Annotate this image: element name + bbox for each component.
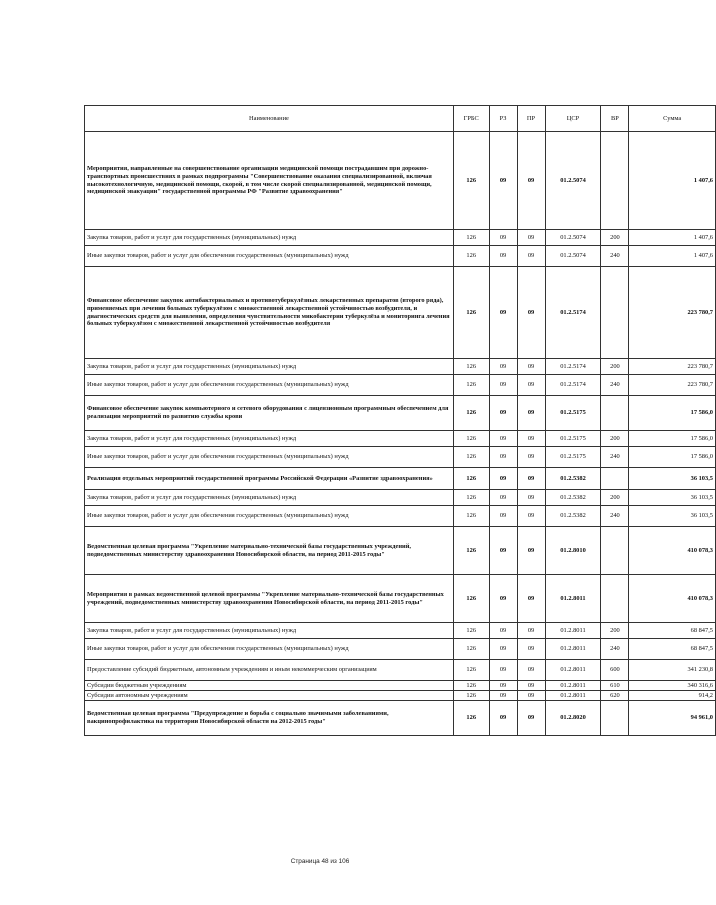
- cell-grbs: 126: [453, 267, 489, 359]
- cell-grbs: 126: [453, 639, 489, 660]
- table-row: [85, 691, 716, 701]
- cell-grbs: 126: [453, 527, 489, 575]
- cell-rz: 09: [489, 490, 517, 506]
- cell-vr: 240: [601, 639, 629, 660]
- cell-grbs: 126: [453, 623, 489, 639]
- cell-csr: 01.2.8011: [545, 660, 601, 681]
- cell-rz: 09: [489, 447, 517, 468]
- cell-grbs: 126: [453, 490, 489, 506]
- cell-vr: 240: [601, 447, 629, 468]
- cell-csr: 01.2.8010: [545, 527, 601, 575]
- cell-grbs: 126: [453, 660, 489, 681]
- cell-sum: 1 407,6: [629, 132, 716, 230]
- header-sum: Сумма: [629, 106, 716, 132]
- cell-name: Мероприятия, направленные на совершенствование организации медицинской помощи пострадавшим при дорожно-транспортных происшествиях в рамках подпрограммы "Совершенствование оказания специализированной, включая высокотехнологичную, медицинской помощи, скорой, в том числе скорой специализированной, медицинской помощи, медицинской эвакуации" государственной программы РФ "Развитие здравоохранения": [85, 132, 454, 230]
- cell-name: Иные закупки товаров, работ и услуг для обеспечения государственных (муниципальных) нужд: [85, 639, 454, 660]
- cell-sum: 17 586,0: [629, 447, 716, 468]
- cell-rz: 09: [489, 230, 517, 246]
- table-row: [85, 506, 716, 527]
- table-row: [85, 623, 716, 639]
- cell-grbs: 126: [453, 396, 489, 431]
- cell-sum: 341 230,8: [629, 660, 716, 681]
- cell-rz: 09: [489, 660, 517, 681]
- cell-rz: 09: [489, 132, 517, 230]
- table-row: [85, 132, 716, 230]
- cell-sum: 36 103,5: [629, 506, 716, 527]
- table-row: [85, 447, 716, 468]
- table-row: [85, 359, 716, 375]
- table-row: [85, 375, 716, 396]
- header-vr: ВР: [601, 106, 629, 132]
- cell-csr: 01.2.5074: [545, 132, 601, 230]
- cell-name: Реализация отдельных мероприятий государственной программы Российской Федерации «Развитие здравоохранения»: [85, 468, 454, 490]
- cell-vr: 200: [601, 359, 629, 375]
- cell-grbs: 126: [453, 359, 489, 375]
- cell-vr: 240: [601, 375, 629, 396]
- cell-csr: 01.2.5174: [545, 267, 601, 359]
- table-row: [85, 431, 716, 447]
- cell-pr: 09: [517, 623, 545, 639]
- cell-sum: 17 586,0: [629, 431, 716, 447]
- cell-csr: 01.2.8011: [545, 575, 601, 623]
- cell-rz: 09: [489, 267, 517, 359]
- cell-vr: [601, 468, 629, 490]
- cell-vr: 200: [601, 623, 629, 639]
- cell-rz: 09: [489, 623, 517, 639]
- cell-sum: 1 407,6: [629, 246, 716, 267]
- cell-csr: 01.2.8011: [545, 681, 601, 691]
- cell-vr: 620: [601, 691, 629, 701]
- cell-sum: 68 847,5: [629, 639, 716, 660]
- cell-name: Иные закупки товаров, работ и услуг для обеспечения государственных (муниципальных) нужд: [85, 506, 454, 527]
- cell-pr: 09: [517, 267, 545, 359]
- cell-pr: 09: [517, 681, 545, 691]
- cell-sum: 340 316,6: [629, 681, 716, 691]
- table-row: [85, 701, 716, 736]
- table-body: [85, 132, 716, 736]
- header-rz: РЗ: [489, 106, 517, 132]
- cell-csr: 01.2.5074: [545, 230, 601, 246]
- header-grbs: ГРБС: [453, 106, 489, 132]
- cell-sum: 410 078,3: [629, 575, 716, 623]
- cell-vr: 240: [601, 506, 629, 527]
- cell-sum: 223 780,7: [629, 267, 716, 359]
- cell-vr: [601, 701, 629, 736]
- cell-grbs: 126: [453, 691, 489, 701]
- cell-sum: 223 780,7: [629, 359, 716, 375]
- cell-rz: 09: [489, 691, 517, 701]
- cell-sum: 36 103,5: [629, 468, 716, 490]
- cell-name: Субсидии автономным учреждениям: [85, 691, 454, 701]
- cell-vr: 200: [601, 490, 629, 506]
- cell-name: Финансовое обеспечение закупок компьютерного и сетевого оборудования с лицензионным программным обеспечением для реализации мероприятий по развитию службы крови: [85, 396, 454, 431]
- cell-grbs: 126: [453, 230, 489, 246]
- cell-name: Ведомственная целевая программа "Предупреждение и борьба с социально значимыми заболеваниями, вакцинопрофилактика на территории Новосибирской области на 2012-2015 годы": [85, 701, 454, 736]
- cell-vr: 240: [601, 246, 629, 267]
- cell-pr: 09: [517, 527, 545, 575]
- cell-grbs: 126: [453, 701, 489, 736]
- cell-sum: 223 780,7: [629, 375, 716, 396]
- cell-sum: 410 078,3: [629, 527, 716, 575]
- cell-vr: [601, 396, 629, 431]
- cell-grbs: 126: [453, 431, 489, 447]
- cell-name: Ведомственная целевая программа "Укрепление материально-технической базы государственных учреждений, подведомственных министерству здравоохранения Новосибирской области, на период 2011-2015 годы": [85, 527, 454, 575]
- table-row: [85, 490, 716, 506]
- cell-grbs: 126: [453, 246, 489, 267]
- cell-rz: 09: [489, 246, 517, 267]
- cell-vr: 200: [601, 431, 629, 447]
- table-row: [85, 527, 716, 575]
- cell-grbs: 126: [453, 132, 489, 230]
- cell-rz: 09: [489, 396, 517, 431]
- cell-csr: 01.2.5174: [545, 375, 601, 396]
- table-row: [85, 396, 716, 431]
- cell-grbs: 126: [453, 375, 489, 396]
- cell-rz: 09: [489, 639, 517, 660]
- cell-sum: 36 103,5: [629, 490, 716, 506]
- cell-rz: 09: [489, 506, 517, 527]
- table-row: [85, 230, 716, 246]
- cell-rz: 09: [489, 681, 517, 691]
- table-row: [85, 246, 716, 267]
- cell-rz: 09: [489, 359, 517, 375]
- cell-name: Иные закупки товаров, работ и услуг для обеспечения государственных (муниципальных) нужд: [85, 447, 454, 468]
- cell-grbs: 126: [453, 506, 489, 527]
- cell-rz: 09: [489, 375, 517, 396]
- cell-vr: [601, 575, 629, 623]
- cell-pr: 09: [517, 431, 545, 447]
- cell-csr: 01.2.8020: [545, 701, 601, 736]
- cell-grbs: 126: [453, 575, 489, 623]
- cell-csr: 01.2.5382: [545, 506, 601, 527]
- cell-sum: 914,2: [629, 691, 716, 701]
- header-pr: ПР: [517, 106, 545, 132]
- cell-name: Закупка товаров, работ и услуг для государственных (муниципальных) нужд: [85, 623, 454, 639]
- cell-pr: 09: [517, 246, 545, 267]
- cell-name: Иные закупки товаров, работ и услуг для обеспечения государственных (муниципальных) нужд: [85, 375, 454, 396]
- cell-pr: 09: [517, 490, 545, 506]
- cell-pr: 09: [517, 639, 545, 660]
- cell-csr: 01.2.8011: [545, 691, 601, 701]
- cell-pr: 09: [517, 660, 545, 681]
- cell-pr: 09: [517, 575, 545, 623]
- cell-grbs: 126: [453, 468, 489, 490]
- cell-pr: 09: [517, 447, 545, 468]
- cell-name: Иные закупки товаров, работ и услуг для обеспечения государственных (муниципальных) нужд: [85, 246, 454, 267]
- cell-name: Закупка товаров, работ и услуг для государственных (муниципальных) нужд: [85, 359, 454, 375]
- cell-name: Финансовое обеспечение закупок антибактериальных и противотуберкулёзных лекарственных препаратов (второго ряда), применяемых при лечении больных туберкулёзом с множественной лекарственной устойчивостью возбудителя, и диагностических средств для выявления, определения чувствительности микобактерии туберкулёза и мониторинга лечения больных туберкулёзом с множественной лекарственной устойчивостью возбудителя: [85, 267, 454, 359]
- cell-rz: 09: [489, 701, 517, 736]
- table-row: [85, 267, 716, 359]
- cell-csr: 01.2.5175: [545, 447, 601, 468]
- cell-pr: 09: [517, 506, 545, 527]
- cell-vr: 600: [601, 660, 629, 681]
- header-csr: ЦСР: [545, 106, 601, 132]
- cell-rz: 09: [489, 527, 517, 575]
- cell-csr: 01.2.5382: [545, 468, 601, 490]
- cell-sum: 1 407,6: [629, 230, 716, 246]
- page-number: Страница 48 из 106: [290, 858, 350, 865]
- table-row: [85, 575, 716, 623]
- cell-vr: [601, 267, 629, 359]
- cell-pr: 09: [517, 359, 545, 375]
- cell-pr: 09: [517, 375, 545, 396]
- cell-rz: 09: [489, 575, 517, 623]
- cell-pr: 09: [517, 132, 545, 230]
- cell-sum: 94 961,0: [629, 701, 716, 736]
- cell-vr: 200: [601, 230, 629, 246]
- cell-pr: 09: [517, 691, 545, 701]
- cell-grbs: 126: [453, 681, 489, 691]
- cell-csr: 01.2.5074: [545, 246, 601, 267]
- cell-name: Субсидии бюджетным учреждениям: [85, 681, 454, 691]
- cell-vr: [601, 527, 629, 575]
- cell-name: Закупка товаров, работ и услуг для государственных (муниципальных) нужд: [85, 230, 454, 246]
- cell-csr: 01.2.8011: [545, 623, 601, 639]
- header-name: Наименование: [85, 106, 454, 132]
- cell-name: Мероприятия в рамках ведомственной целевой программы "Укрепление материально-технической базы государственных учреждений, подведомственных министерству здравоохранения Новосибирской области, на период 2011-2015 годы": [85, 575, 454, 623]
- cell-csr: 01.2.5174: [545, 359, 601, 375]
- cell-sum: 17 586,0: [629, 396, 716, 431]
- table-header-row: [85, 106, 716, 132]
- table-row: [85, 660, 716, 681]
- cell-csr: 01.2.5175: [545, 396, 601, 431]
- cell-csr: 01.2.5382: [545, 490, 601, 506]
- cell-rz: 09: [489, 468, 517, 490]
- cell-name: Закупка товаров, работ и услуг для государственных (муниципальных) нужд: [85, 431, 454, 447]
- cell-rz: 09: [489, 431, 517, 447]
- table-row: [85, 681, 716, 691]
- cell-vr: 610: [601, 681, 629, 691]
- table-row: [85, 468, 716, 490]
- cell-name: Предоставление субсидий бюджетным, автономным учреждениям и иным некоммерческим организациям: [85, 660, 454, 681]
- cell-pr: 09: [517, 230, 545, 246]
- cell-name: Закупка товаров, работ и услуг для государственных (муниципальных) нужд: [85, 490, 454, 506]
- table-row: [85, 639, 716, 660]
- cell-pr: 09: [517, 396, 545, 431]
- budget-table: [84, 105, 716, 736]
- cell-grbs: 126: [453, 447, 489, 468]
- cell-csr: 01.2.5175: [545, 431, 601, 447]
- cell-pr: 09: [517, 468, 545, 490]
- cell-vr: [601, 132, 629, 230]
- cell-csr: 01.2.8011: [545, 639, 601, 660]
- cell-pr: 09: [517, 701, 545, 736]
- cell-sum: 68 847,5: [629, 623, 716, 639]
